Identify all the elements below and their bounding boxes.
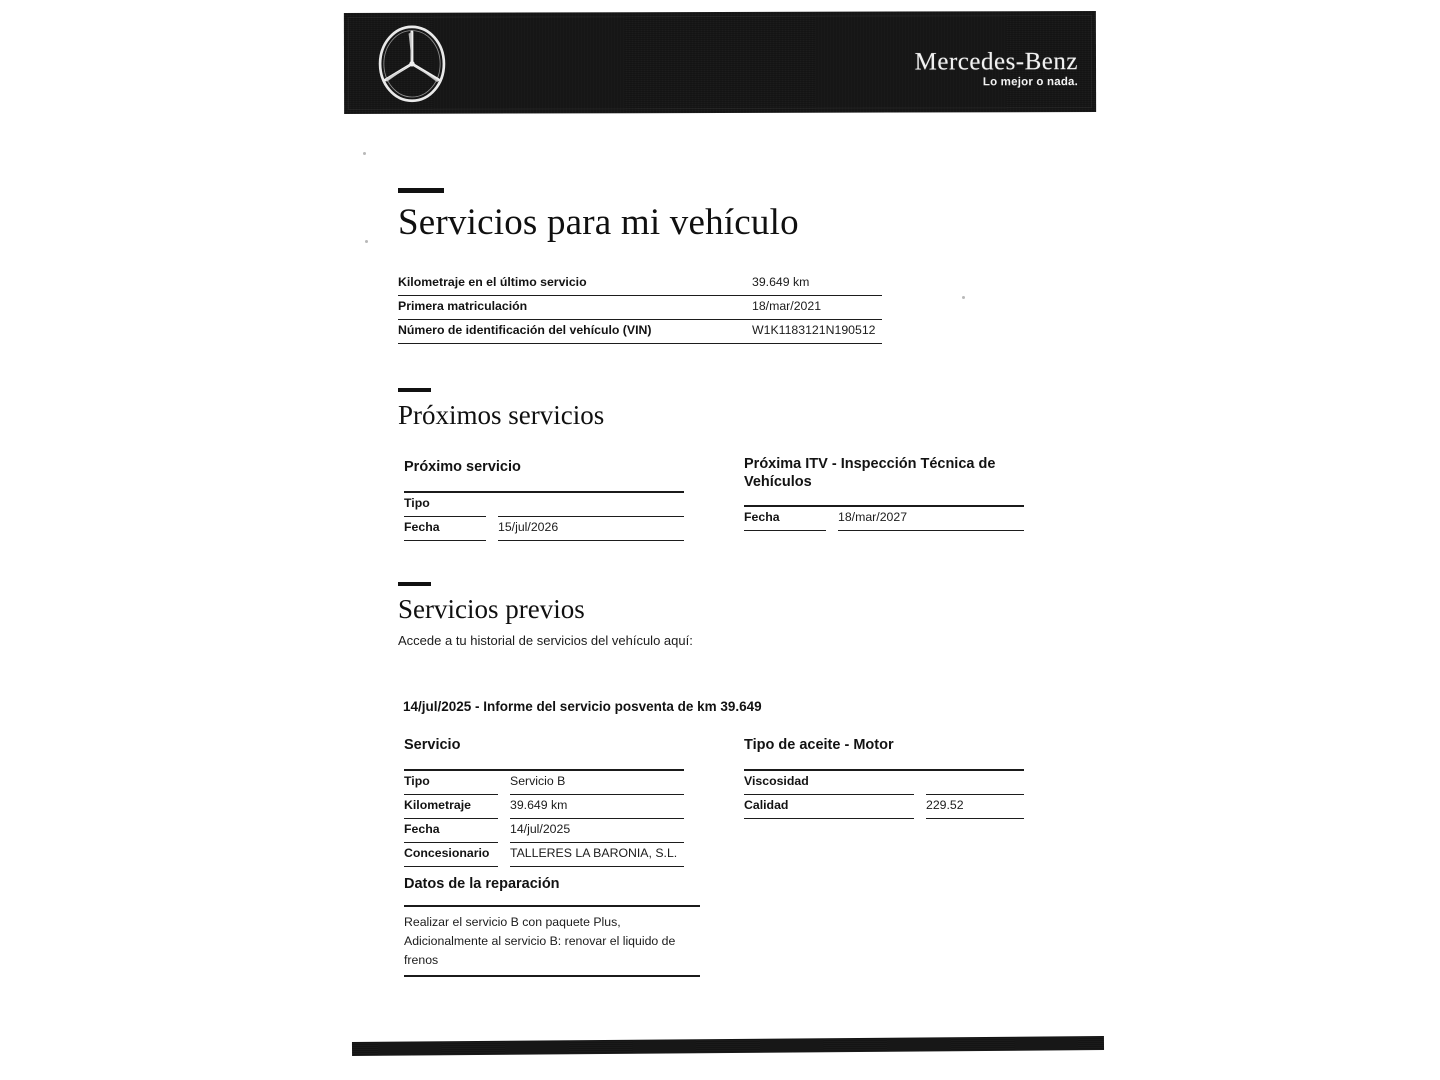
scan-speck <box>363 152 366 155</box>
row-label: Kilometraje <box>404 795 498 819</box>
row-value: 18/mar/2021 <box>750 295 882 319</box>
table-row <box>398 319 882 343</box>
table-row <box>404 795 684 819</box>
row-value: 14/jul/2025 <box>510 819 684 843</box>
repair-details-block <box>404 875 700 977</box>
table-row <box>404 843 684 867</box>
row-label: Viscosidad <box>744 771 914 795</box>
title-rule <box>398 188 444 193</box>
next-itv-block <box>744 455 1036 531</box>
header-banner <box>344 11 1096 114</box>
row-label: Concesionario <box>404 843 498 867</box>
scan-speck <box>962 296 965 299</box>
table-row <box>398 272 882 295</box>
row-value <box>498 493 684 517</box>
table-row <box>744 507 1024 531</box>
repair-top-rule <box>404 905 700 907</box>
row-value: Servicio B <box>510 771 684 795</box>
oil-details-block <box>744 736 1036 819</box>
row-label: Número de identificación del vehículo (VIN) <box>398 319 750 343</box>
section-rule <box>398 582 431 586</box>
row-value <box>926 771 1024 795</box>
table-row <box>744 771 1024 795</box>
row-label: Tipo <box>404 771 498 795</box>
next-itv-title: Próxima ITV - Inspección Técnica de Vehículos <box>744 456 996 491</box>
repair-bottom-rule <box>404 975 700 977</box>
row-label: Fecha <box>744 507 826 531</box>
row-value: 18/mar/2027 <box>838 507 1024 531</box>
row-label: Fecha <box>404 517 486 541</box>
table-row <box>404 819 684 843</box>
service-details-block <box>404 736 696 867</box>
section-heading-previous: Servicios previos <box>398 594 585 624</box>
page-title: Servicios para mi vehículo <box>398 202 799 243</box>
previous-services-subtitle: Accede a tu historial de servicios del vehículo aquí: <box>398 633 693 649</box>
mercedes-star-icon <box>370 22 454 106</box>
page-title-block <box>398 188 799 243</box>
row-value: 15/jul/2026 <box>498 517 684 541</box>
upcoming-services-heading-block <box>398 388 604 429</box>
repair-details-text: Realizar el servicio B con paquete Plus, Adicionalmente al servicio B: renovar el liquido de frenos <box>404 915 676 967</box>
row-label: Calidad <box>744 795 914 819</box>
previous-services-heading-block <box>398 582 693 651</box>
oil-details-title: Tipo de aceite - Motor <box>744 737 894 753</box>
row-value: 39.649 km <box>750 272 882 295</box>
section-heading-upcoming: Próximos servicios <box>398 400 605 430</box>
service-details-title: Servicio <box>404 737 461 753</box>
row-value: TALLERES LA BARONIA, S.L. <box>510 843 684 867</box>
service-entry-title-text: 14/jul/2025 - Informe del servicio posventa de km 39.649 <box>403 699 762 714</box>
brand-slogan: Lo mejor o nada. <box>982 76 1079 89</box>
brand-wordmark <box>915 49 1078 89</box>
repair-details-title: Datos de la reparación <box>404 876 560 892</box>
row-label: Primera matriculación <box>398 295 750 319</box>
scan-speck <box>365 240 368 243</box>
row-label: Kilometraje en el último servicio <box>398 272 750 295</box>
next-service-title: Próximo servicio <box>404 459 521 475</box>
table-row <box>404 771 684 795</box>
footer-banner <box>352 1036 1104 1056</box>
row-label: Tipo <box>404 493 486 517</box>
row-label: Fecha <box>404 819 498 843</box>
table-row <box>744 795 1024 819</box>
table-row <box>404 493 684 517</box>
next-service-block <box>404 458 704 541</box>
section-rule <box>398 388 431 392</box>
row-value: 39.649 km <box>510 795 684 819</box>
service-entry-title <box>403 699 762 714</box>
brand-name: Mercedes-Benz <box>914 48 1079 76</box>
table-row <box>398 295 882 319</box>
row-value: W1K1183121N190512 <box>750 319 882 343</box>
row-value: 229.52 <box>926 795 1024 819</box>
table-row <box>404 517 684 541</box>
vehicle-info-table <box>398 272 882 344</box>
